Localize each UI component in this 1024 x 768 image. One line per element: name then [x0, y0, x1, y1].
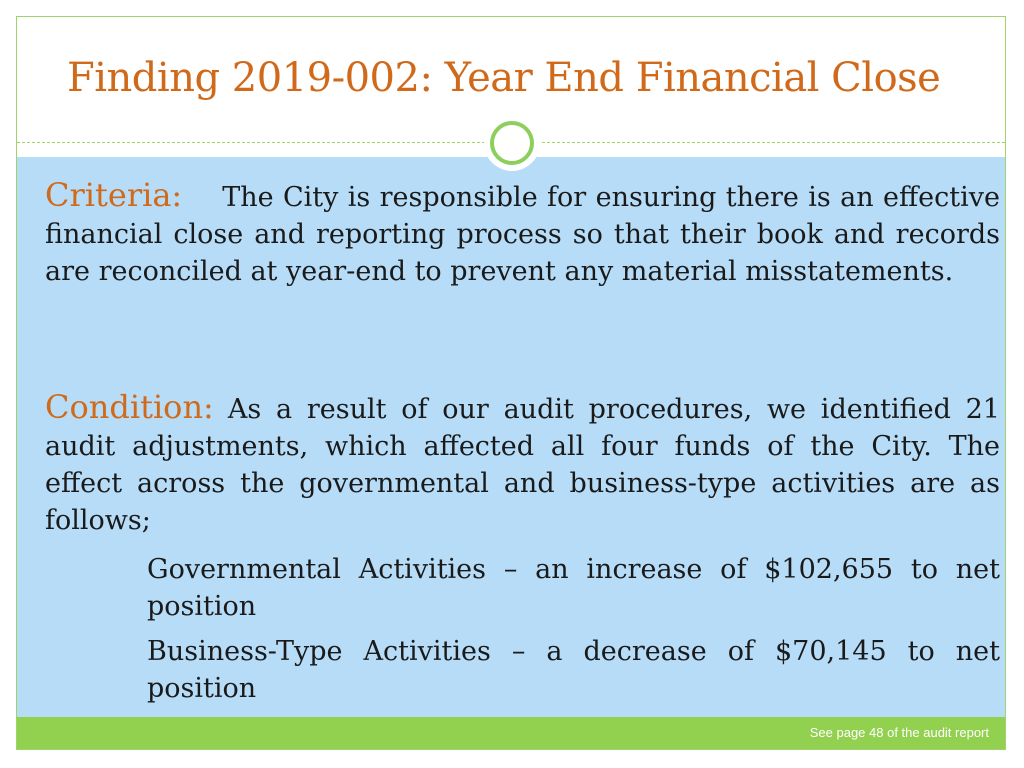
content-area	[17, 157, 1005, 717]
effect-item-business-type: Business-Type Activities – a decrease of $70,145 to net position	[147, 636, 1000, 704]
criteria-text: The City is responsible for ensuring there is an effective financial close and reporting process so that their book and records are reconciled at year-end to prevent any material misstatements.	[45, 182, 1000, 287]
condition-text: As a result of our audit procedures, we identified 21 audit adjustments, which affected all four funds of the City. The effect across the governmental and business-type activities are as follows;	[45, 394, 1000, 536]
footer-note: See page 48 of the audit report	[809, 725, 989, 740]
condition-paragraph	[45, 389, 1000, 539]
condition-label: Condition:	[45, 388, 214, 426]
circle-ornament-icon	[484, 115, 540, 171]
slide-title: Finding 2019-002: Year End Financial Close	[67, 55, 941, 101]
effect-item-governmental: Governmental Activities – an increase of $102,655 to net position	[147, 554, 1000, 622]
slide	[16, 16, 1006, 750]
footer-bar	[17, 717, 1005, 750]
criteria-label: Criteria:	[45, 176, 183, 214]
criteria-paragraph	[45, 177, 1000, 290]
